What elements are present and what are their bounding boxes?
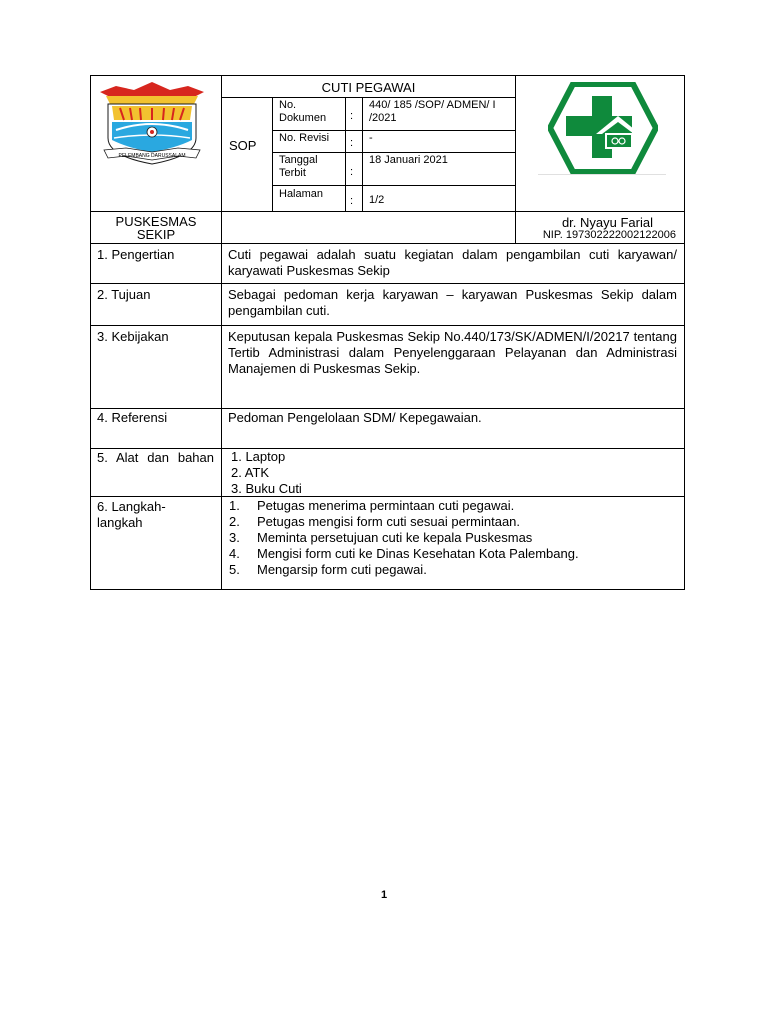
org-name-line2: SEKIP bbox=[136, 227, 176, 242]
row-label-referensi: 4. Referensi bbox=[97, 410, 168, 425]
signer-name: dr. Nyayu Farial bbox=[561, 215, 653, 230]
palembang-emblem bbox=[96, 78, 208, 172]
meta-label-no-revisi: No. Revisi bbox=[279, 132, 330, 144]
meta-sep: : bbox=[350, 166, 354, 178]
meta-value-halaman: 1/2 bbox=[369, 194, 385, 206]
meta-sep: : bbox=[350, 110, 354, 122]
doc-title: CUTI PEGAWAI bbox=[321, 80, 416, 95]
row-label-tujuan: 2. Tujuan bbox=[97, 287, 151, 302]
list-item: 5. Mengarsip form cuti pegawai. bbox=[229, 562, 427, 577]
row-text-kebijakan: Keputusan kepala Puskesmas Sekip No.440/173/SK/ADMEN/I/20217 tentang Tertib Administrasi dalam Penyelenggaraan Pelayanan dan Administrasi Manajemen di Puskesmas Sekip. bbox=[228, 329, 677, 376]
steps-list bbox=[229, 498, 579, 578]
list-item: 2. Petugas mengisi form cuti sesuai permintaan. bbox=[229, 514, 521, 529]
meta-value-no-revisi: - bbox=[369, 132, 373, 144]
page-number: 1 bbox=[380, 889, 388, 901]
row-label-langkah: 6. Langkah-langkah bbox=[97, 499, 166, 530]
meta-label-tanggal-terbit: Tanggal Terbit bbox=[279, 154, 318, 179]
row-label-pengertian: 1. Pengertian bbox=[97, 247, 175, 262]
meta-value-tanggal-terbit: 18 Januari 2021 bbox=[369, 154, 448, 166]
meta-value-no-dokumen: 440/ 185 /SOP/ ADMEN/ I /2021 bbox=[369, 99, 496, 124]
row-label-kebijakan: 3. Kebijakan bbox=[97, 329, 169, 344]
emblem-ribbon-text: PELEMBANG DARUSSALAM bbox=[118, 153, 186, 159]
list-item: 4. Mengisi form cuti ke Dinas Kesehatan Kota Palembang. bbox=[229, 546, 579, 561]
org-name-line1: PUSKESMAS bbox=[115, 214, 197, 229]
meta-sep: : bbox=[350, 195, 354, 207]
alat-item: 1. Laptop bbox=[231, 449, 286, 464]
signer-nip: NIP. 197302222002122006 bbox=[542, 229, 676, 241]
row-label-alat-bahan: 5. Alat dan bahan bbox=[97, 450, 214, 465]
alat-item: 2. ATK bbox=[231, 465, 270, 480]
list-item: 3. Meminta persetujuan cuti ke kepala Puskesmas bbox=[229, 530, 533, 545]
row-text-tujuan: Sebagai pedoman kerja karyawan – karyawan Puskesmas Sekip dalam pengambilan cuti. bbox=[228, 287, 677, 318]
puskesmas-logo bbox=[548, 82, 658, 174]
row-text-pengertian: Cuti pegawai adalah suatu kegiatan dalam pengambilan cuti karyawan/ karyawati Puskesmas Sekip bbox=[228, 247, 677, 278]
meta-label-halaman: Halaman bbox=[279, 188, 324, 200]
meta-sep: : bbox=[350, 137, 354, 149]
meta-label-no-dokumen: No. Dokumen bbox=[279, 99, 327, 124]
row-text-referensi: Pedoman Pengelolaan SDM/ Kepegawaian. bbox=[228, 410, 482, 425]
sop-label: SOP bbox=[229, 138, 257, 153]
list-item: 1. Petugas menerima permintaan cuti pegawai. bbox=[229, 498, 515, 513]
alat-item: 3. Buku Cuti bbox=[231, 481, 302, 496]
